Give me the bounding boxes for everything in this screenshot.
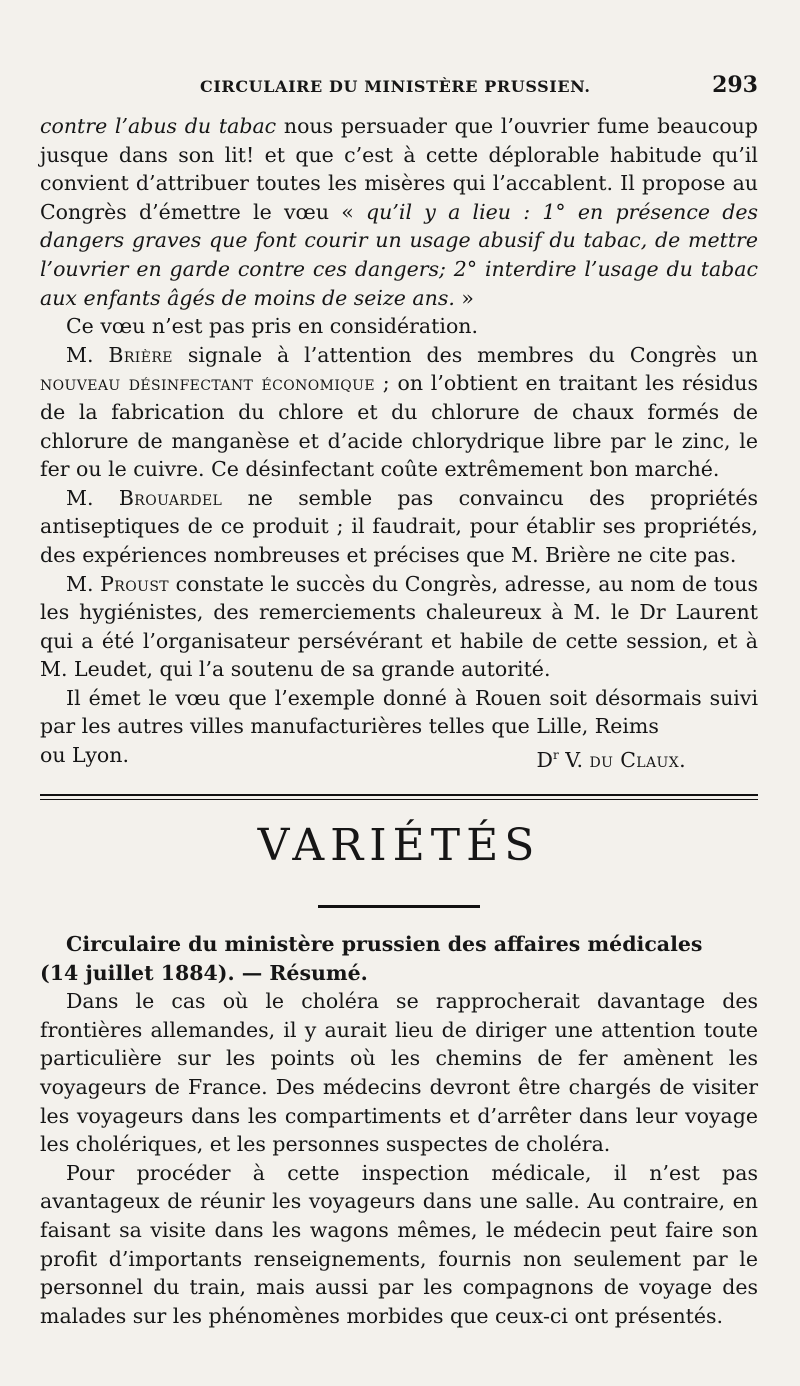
page-number: 293 [712, 72, 758, 98]
paragraph: Dans le cas où le choléra se rapprocherait davantage des frontières allemandes, il y aurait lieu de diriger une attention toute particulière sur les points où les chemins de fer amènent les voyageurs de France. Des médecins devront être chargés de visiter les voyageurs dans les compartiments et d’arrêter dans leur voyage les cholériques, et les personnes suspectes de choléra. [40, 989, 758, 1157]
book-page [40, 72, 758, 1330]
paragraph-last-line: ou Lyon. [40, 743, 129, 768]
speaker-name: Brière [108, 342, 173, 367]
article-title [40, 930, 758, 987]
signature [537, 741, 758, 774]
article-title-line1: Circulaire du ministère prussien des affaires médicales [66, 932, 703, 956]
paragraph-text: nous persuader que l’ouvrier fume beaucoup jusque dans son lit! et que c’est à cette déplorable habitude qu’il convient d’attribuer toutes les misères qui l’accablent. Il propose au Congrès d’émettre le vœu « [40, 114, 759, 224]
running-head-title: CIRCULAIRE DU MINISTÈRE PRUSSIEN. [200, 77, 591, 96]
article-title-line2: (14 juillet 1884). — Résumé. [40, 960, 368, 985]
article-body [40, 987, 758, 1330]
body-text [40, 112, 758, 774]
paragraph-text: » [454, 285, 474, 310]
signature-row [40, 741, 758, 774]
continuation-paragraph [40, 112, 758, 312]
signature-name: du Claux. [589, 747, 686, 772]
running-head [40, 72, 758, 112]
honorific: M. [66, 342, 109, 367]
speaker-name: Brouardel [118, 485, 223, 510]
paragraph: Pour procéder à cette inspection médicale, il n’est pas avantageux de réunir les voyageurs dans une salle. Au contraire, en faisant sa visite dans les wagons mêmes, le médecin peut faire son profit d’importants renseignements, fournis non seulement par le personnel du train, mais aussi par les compagnons de voyage des malades sur les phénomènes morbides que ceux-ci ont présentés. [40, 1160, 758, 1328]
title-rule [318, 905, 480, 908]
paragraph-text: constate le succès du Congrès, adresse, au nom de tous les hygiénistes, des remerciements chaleureux à M. le Dr Laurent qui a été l’organisateur persévérant et habile de cette session, et à M. Leudet, qui l’a soutenu de sa grande autorité. [40, 571, 758, 682]
paragraph: Ce vœu n’est pas pris en considération. [66, 314, 479, 339]
section-divider [40, 794, 758, 800]
signature-initial: V. [558, 747, 590, 772]
paragraph-text: signale à l’attention des membres du Congrès un [172, 342, 758, 367]
paragraph: Il émet le vœu que l’exemple donné à Rouen soit désormais suivi par les autres villes manufacturières telles que Lille, Reims [40, 685, 758, 739]
honorific: M. [66, 571, 101, 596]
speaker-name: Proust [100, 571, 170, 596]
section-title: VARIÉTÉS [257, 820, 541, 872]
paragraph [40, 341, 758, 484]
signature-title: D [536, 747, 553, 772]
italic-quote: qu’il y a lieu : 1° en présence des dangers graves que font courir un usage abusif du tabac, de mettre l’ouvrier en garde contre ces dangers; 2° interdire l’usage du tabac aux enfants âgés de moins de seize ans. [40, 199, 759, 310]
paragraph-text: ne semble pas convaincu des propriétés antiseptiques de ce produit ; il faudrait, pour établir ses propriétés, des expériences nombreuses et précises que M. Brière ne cite pas. [40, 485, 758, 567]
italic-phrase: contre l’abus du tabac [40, 114, 277, 138]
paragraph [40, 484, 758, 570]
honorific: M. [66, 485, 119, 510]
paragraph-text: ; on l’obtient en traitant les résidus de la fabrication du chlore et du chlorure de chaux formés de chlorure de manganèse et d’acide chlorydrique libre par le zinc, le fer ou le cuivre. Ce désinfectant coûte extrêmement bon marché. [40, 371, 758, 482]
small-caps-phrase: nouveau désinfectant économique [40, 371, 375, 396]
paragraph [40, 570, 758, 684]
signature-superscript: r [552, 748, 559, 763]
